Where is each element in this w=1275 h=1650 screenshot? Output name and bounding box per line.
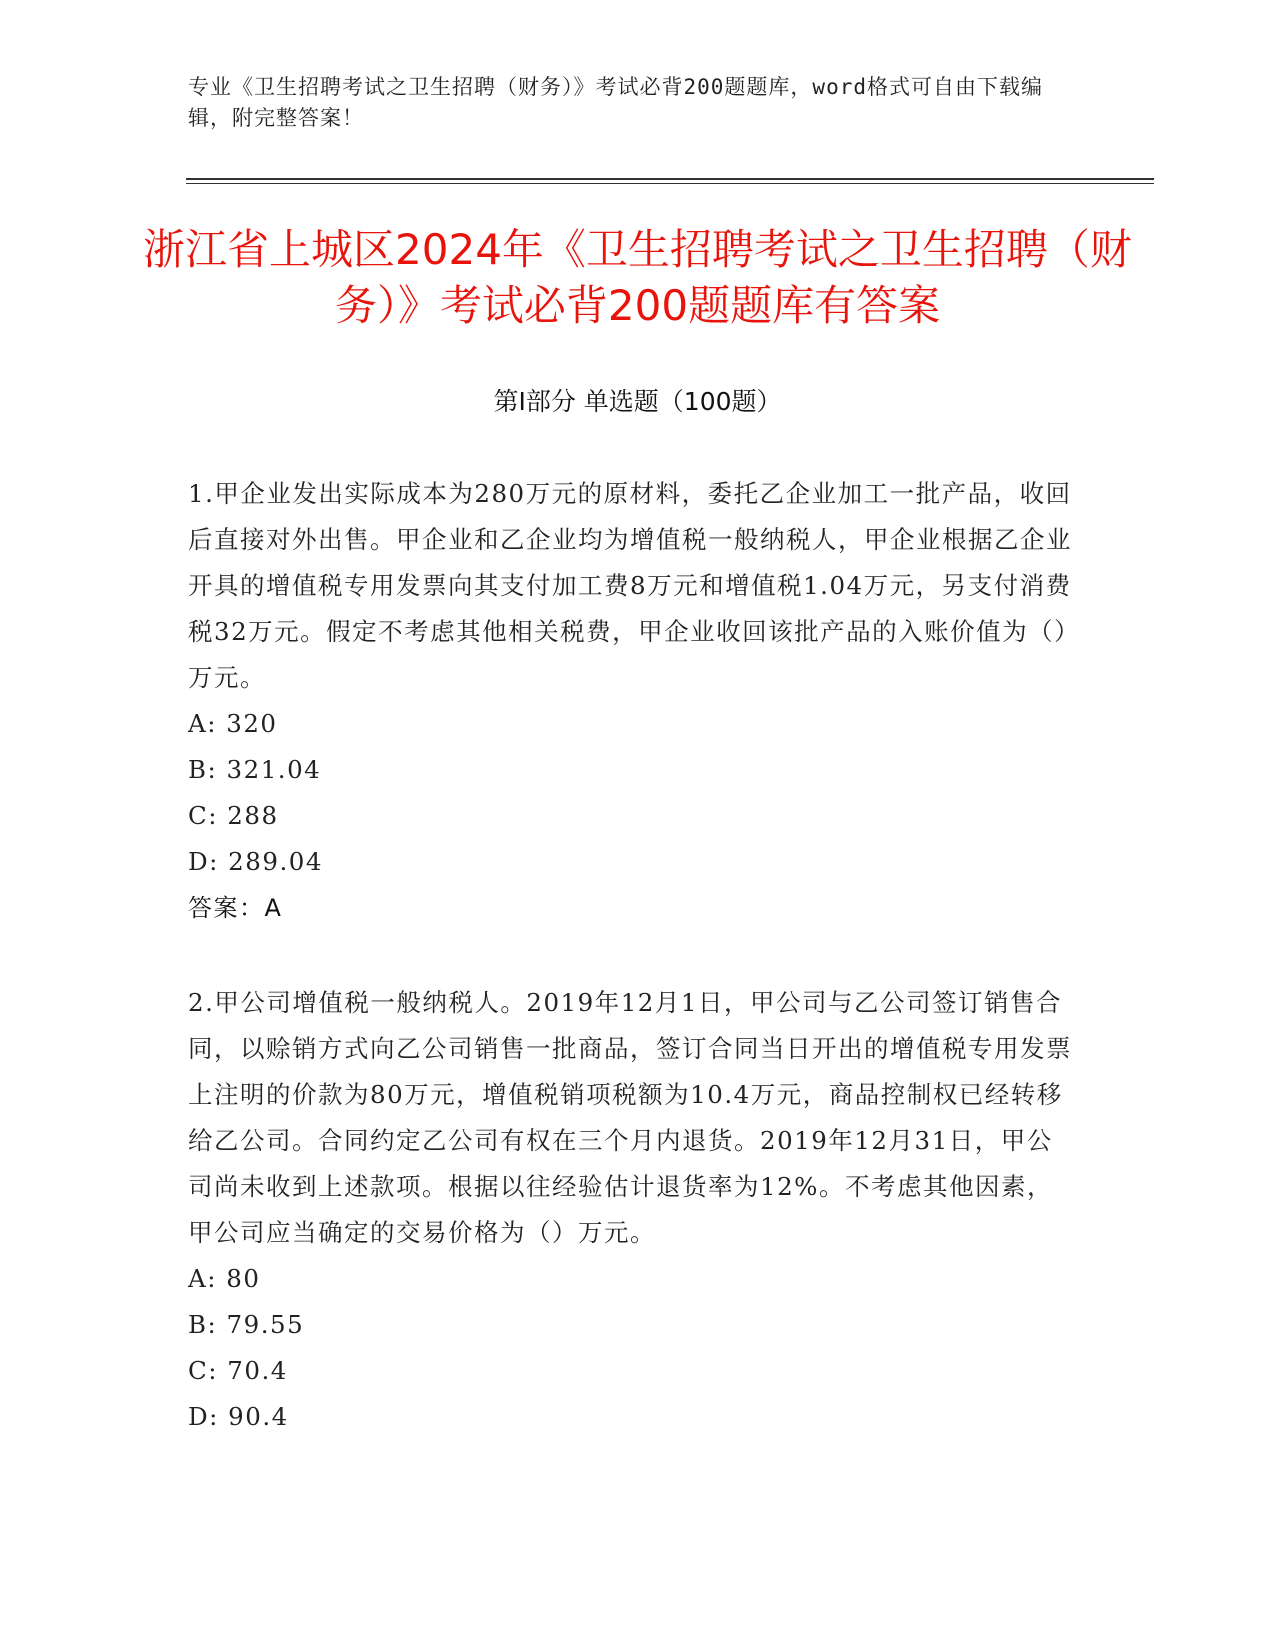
question-2 (188, 980, 1078, 1440)
option-c: C: 70.4 (188, 1356, 288, 1385)
question-1 (188, 471, 1078, 931)
option-a: A: 320 (188, 709, 278, 738)
option-d: D: 289.04 (188, 847, 323, 876)
option-c: C: 288 (188, 801, 279, 830)
question-stem: 2.甲公司增值税一般纳税人。2019年12月1日，甲公司与乙公司签订销售合同，以赊销方式向乙公司销售一批商品，签订合同当日开出的增值税专用发票上注明的价款为80万元，增值税销项税额为10.4万元，商品控制权已经转移给乙公司。合同约定乙公司有权在三个月内退货。2019年12月31日，甲公司尚未收到上述款项。根据以往经验估计退货率为12%。不考虑其他因素，甲公司应当确定的交易价格为（）万元。 (188, 988, 1072, 1247)
section-heading: 第Ⅰ部分 单选题（100题） (493, 387, 782, 416)
answer-line: 答案：A (188, 894, 283, 922)
document-title: 浙江省上城区2024年《卫生招聘考试之卫生招聘（财务）》考试必背200题题库有答案 (143, 225, 1132, 330)
question-stem: 1.甲企业发出实际成本为280万元的原材料，委托乙企业加工一批产品，收回后直接对外出售。甲企业和乙企业均为增值税一般纳税人，甲企业根据乙企业开具的增值税专用发票向其支付加工费8万元和增值税1.04万元，另支付消费税32万元。假定不考虑其他相关税费，甲企业收回该批产品的入账价值为（）万元。 (188, 479, 1072, 692)
option-b: B: 79.55 (188, 1310, 305, 1339)
header-divider-thick (186, 178, 1154, 180)
option-b: B: 321.04 (188, 755, 322, 784)
intro-text: 专业《卫生招聘考试之卫生招聘（财务）》考试必背200题题库，word格式可自由下载编辑，附完整答案！ (188, 75, 1043, 130)
option-d: D: 90.4 (188, 1402, 289, 1431)
option-a: A: 80 (188, 1264, 261, 1293)
header-divider-thin (186, 183, 1154, 184)
